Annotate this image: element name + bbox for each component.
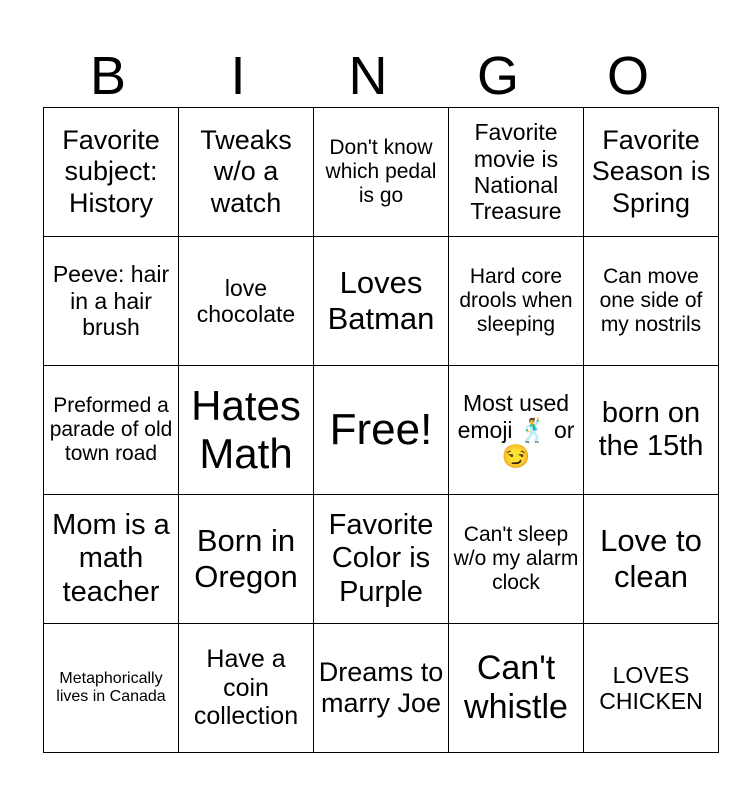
- header-letter-o: O: [606, 46, 649, 106]
- bingo-cell[interactable]: Favorite subject: History: [44, 108, 179, 237]
- bingo-cell[interactable]: Tweaks w/o a watch: [179, 108, 314, 237]
- board-row: [44, 495, 719, 624]
- bingo-cell[interactable]: Loves Batman: [314, 237, 449, 366]
- bingo-cell[interactable]: Have a coin collection: [179, 624, 314, 753]
- board-row: [44, 237, 719, 366]
- bingo-cell[interactable]: Don't know which pedal is go: [314, 108, 449, 237]
- bingo-cell[interactable]: Favorite Color is Purple: [314, 495, 449, 624]
- board-row: [44, 624, 719, 753]
- bingo-cell[interactable]: Born in Oregon: [179, 495, 314, 624]
- bingo-cell[interactable]: Can't whistle: [449, 624, 584, 753]
- board-row: [44, 366, 719, 495]
- header-letter-i: I: [230, 46, 246, 106]
- bingo-cell[interactable]: Metaphorically lives in Canada: [44, 624, 179, 753]
- header-letter-g: G: [476, 46, 519, 106]
- bingo-cell[interactable]: Hard core drools when sleeping: [449, 237, 584, 366]
- bingo-board: [43, 107, 719, 753]
- board-row: [44, 108, 719, 237]
- bingo-cell[interactable]: Peeve: hair in a hair brush: [44, 237, 179, 366]
- bingo-cell[interactable]: Favorite movie is National Treasure: [449, 108, 584, 237]
- bingo-cell[interactable]: Can't sleep w/o my alarm clock: [449, 495, 584, 624]
- bingo-cell[interactable]: Can move one side of my nostrils: [584, 237, 719, 366]
- bingo-cell[interactable]: Hates Math: [179, 366, 314, 495]
- bingo-cell-free[interactable]: Free!: [314, 366, 449, 495]
- bingo-cell[interactable]: born on the 15th: [584, 366, 719, 495]
- bingo-cell[interactable]: LOVES CHICKEN: [584, 624, 719, 753]
- bingo-cell[interactable]: Preformed a parade of old town road: [44, 366, 179, 495]
- bingo-header: [43, 46, 693, 106]
- header-letter-n: N: [348, 46, 388, 106]
- bingo-cell[interactable]: Dreams to marry Joe: [314, 624, 449, 753]
- bingo-cell[interactable]: Love to clean: [584, 495, 719, 624]
- bingo-cell[interactable]: Mom is a math teacher: [44, 495, 179, 624]
- header-letter-b: B: [89, 46, 127, 106]
- bingo-cell[interactable]: Favorite Season is Spring: [584, 108, 719, 237]
- bingo-cell[interactable]: love chocolate: [179, 237, 314, 366]
- bingo-cell[interactable]: Most used emoji 🕺 or😏: [449, 366, 584, 495]
